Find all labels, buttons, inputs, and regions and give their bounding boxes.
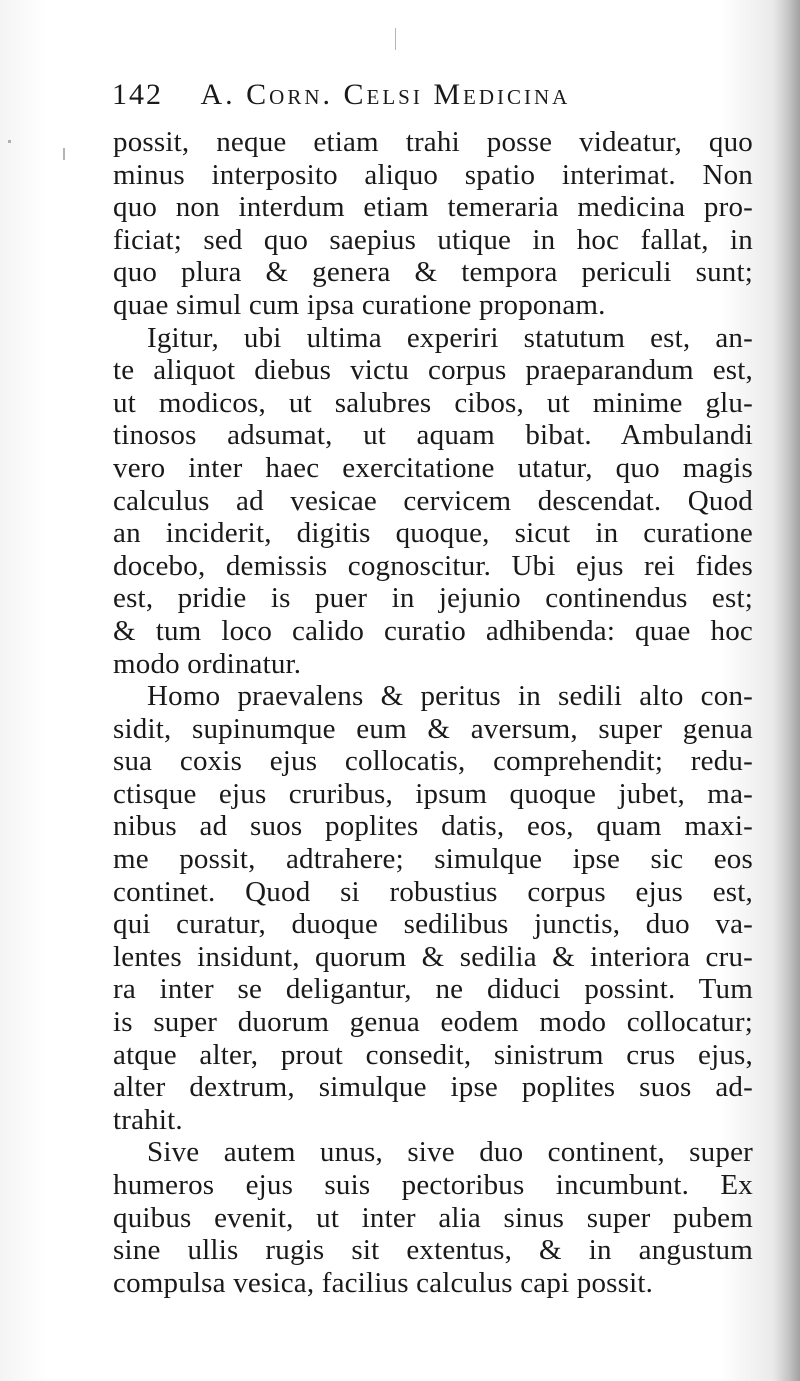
text-line: docebo, demissis cognoscitur. Ubi ejus rei fides — [113, 549, 753, 582]
text-line: humeros ejus suis pectoribus incumbunt. Ex — [113, 1169, 753, 1201]
text-line: sine ullis rugis sit extentus, & in angustum — [113, 1234, 753, 1267]
ink-speck — [395, 28, 396, 50]
text-line: sidit, supinumque eum & aversum, super genua — [113, 712, 753, 745]
text-line: possit, neque etiam trahi posse videatur, quo — [113, 126, 753, 158]
paragraph — [113, 680, 753, 1136]
text-line: sua coxis ejus collocatis, comprehendit; redu- — [113, 745, 753, 778]
text-line: Igitur, ubi ultima experiri statutum est, an- — [147, 321, 753, 354]
text-line: compulsa vesica, facilius calculus capi possit. — [113, 1266, 654, 1299]
text-line: quibus evenit, ut inter alia sinus super pubem — [113, 1201, 753, 1234]
text-line: modo ordinatur. — [113, 647, 302, 680]
page-edge-shadow — [772, 0, 800, 1381]
text-line: quae simul cum ipsa curatione proponam. — [113, 288, 606, 321]
page-number: 142 — [112, 78, 163, 111]
text-line: & tum loco calido curatio adhibenda: quae hoc — [113, 614, 753, 647]
text-line: te aliquot diebus victu corpus praeparandum est, — [113, 354, 753, 387]
paragraph — [113, 322, 753, 681]
text-line: quo non interdum etiam temeraria medicina pro- — [113, 191, 753, 224]
page-header — [112, 78, 672, 118]
text-line: minus interposito aliquo spatio interimat. Non — [113, 158, 753, 191]
paragraph — [113, 1136, 753, 1299]
text-line: ctisque ejus cruribus, ipsum quoque jubet, ma- — [113, 777, 753, 810]
text-line: ra inter se deligantur, ne diduci possint. Tum — [113, 973, 753, 1006]
text-line: me possit, adtrahere; simulque ipse sic eos — [113, 843, 753, 876]
ink-speck — [63, 148, 65, 160]
ink-speck — [8, 140, 11, 143]
text-line: ut modicos, ut salubres cibos, ut minime glu- — [113, 386, 753, 419]
text-line: vero inter haec exercitatione utatur, quo magis — [113, 451, 753, 484]
text-line: alter dextrum, simulque ipse poplites suos ad- — [113, 1071, 753, 1104]
running-title: A. Corn. Celsi Medicina — [200, 78, 571, 111]
text-line: atque alter, prout consedit, sinistrum crus ejus, — [113, 1038, 753, 1071]
text-line: an inciderit, digitis quoque, sicut in curatione — [113, 517, 753, 550]
text-line: nibus ad suos poplites datis, eos, quam maxi- — [113, 810, 753, 843]
text-line: continet. Quod si robustius corpus ejus est, — [113, 875, 753, 908]
text-line: trahit. — [113, 1103, 183, 1136]
text-line: Homo praevalens & peritus in sedili alto con- — [147, 680, 753, 713]
text-line: Sive autem unus, sive duo continent, super — [147, 1136, 753, 1169]
text-line: ficiat; sed quo saepius utique in hoc fallat, in — [113, 223, 753, 256]
text-line: est, pridie is puer in jejunio continendus est; — [113, 582, 753, 615]
text-line: lentes insidunt, quorum & sedilia & interiora cru- — [113, 940, 753, 973]
text-line: calculus ad vesicae cervicem descendat. Quod — [113, 484, 753, 517]
paragraph — [113, 126, 753, 322]
text-line: qui curatur, duoque sedilibus junctis, duo va- — [113, 908, 753, 941]
text-line: is super duorum genua eodem modo collocatur; — [113, 1006, 753, 1039]
body-text — [113, 126, 753, 1299]
text-line: quo plura & genera & tempora periculi sunt; — [113, 256, 753, 289]
text-line: tinosos adsumat, ut aquam bibat. Ambulandi — [113, 419, 753, 452]
